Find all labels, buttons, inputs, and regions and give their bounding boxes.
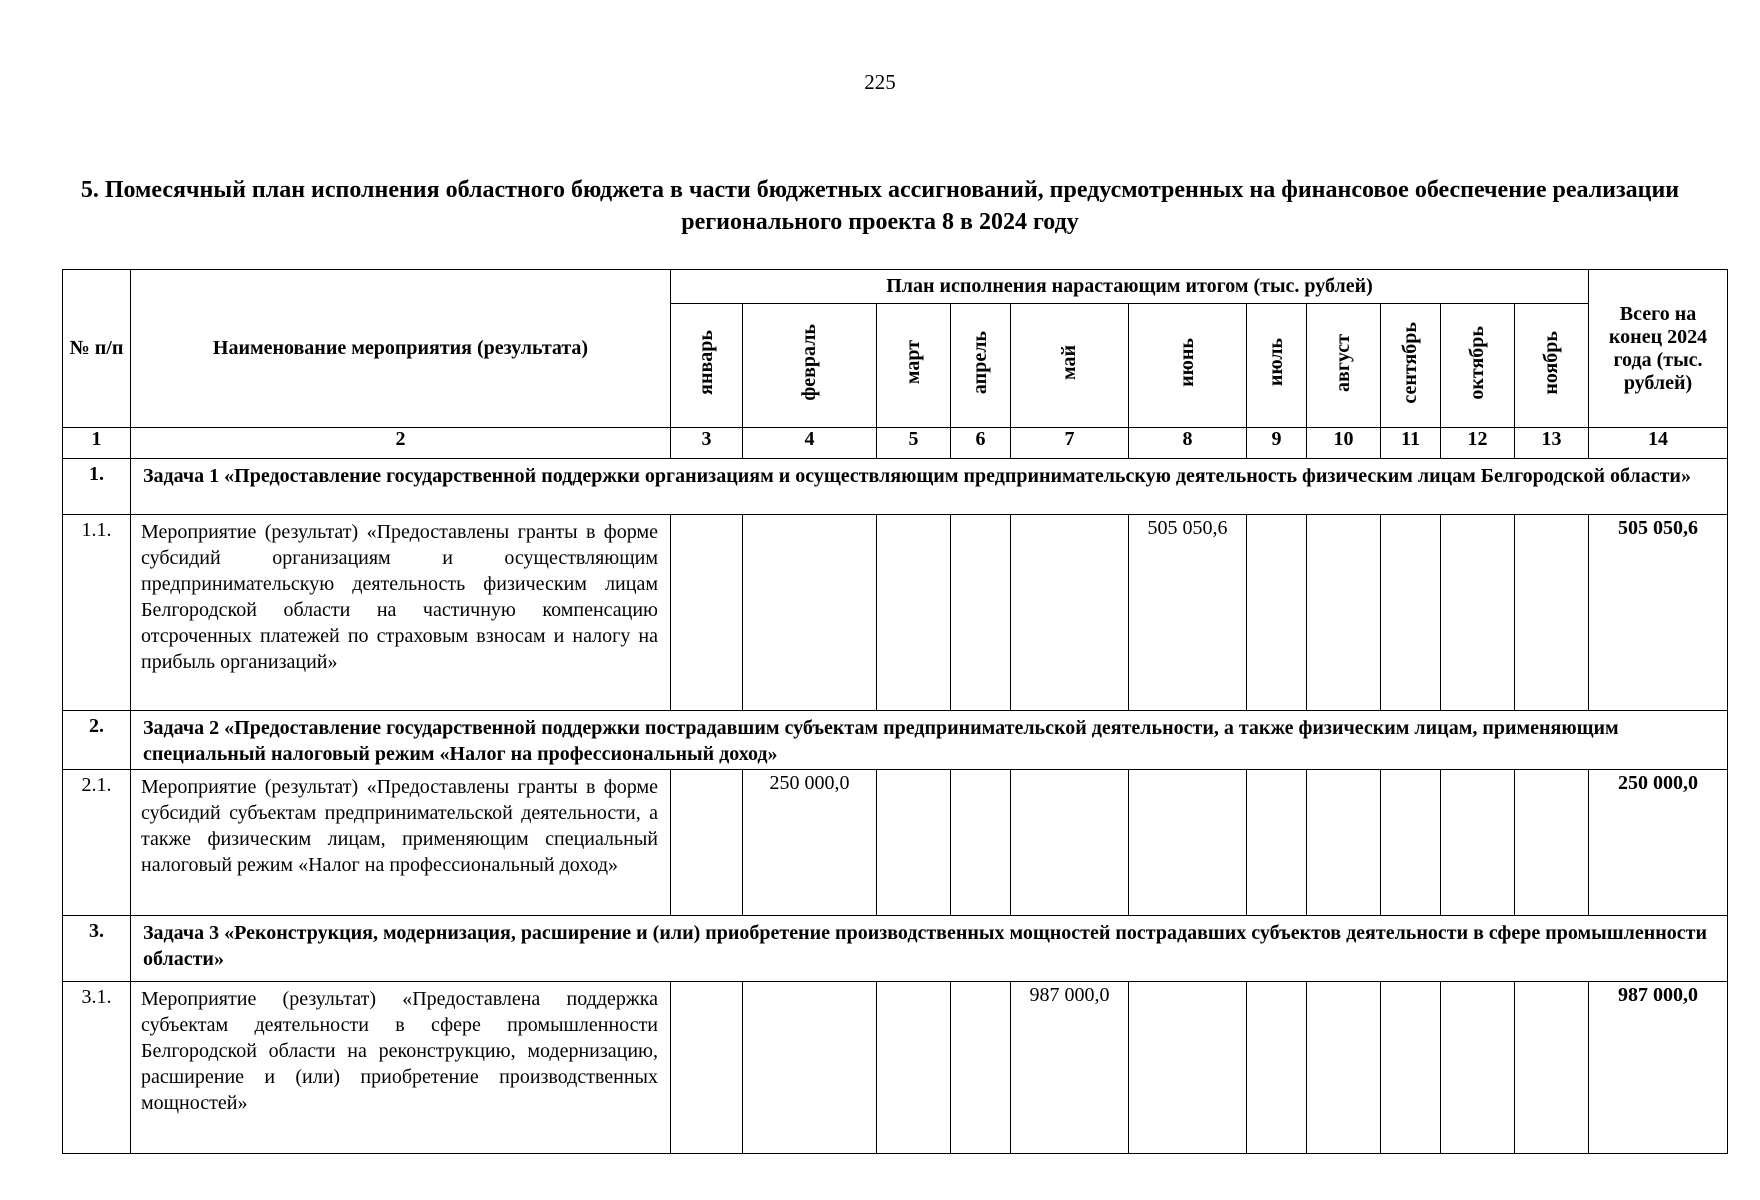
month-cell <box>877 770 951 916</box>
header-name: Наименование мероприятия (результата) <box>131 270 671 428</box>
month-cell <box>1011 770 1129 916</box>
header-month-sep: сентябрь <box>1381 304 1441 428</box>
month-cell <box>1381 982 1441 1154</box>
event-total: 250 000,0 <box>1589 770 1728 916</box>
column-number: 4 <box>743 428 877 459</box>
month-cell <box>877 515 951 711</box>
column-number: 13 <box>1515 428 1589 459</box>
column-number: 2 <box>131 428 671 459</box>
task-row <box>63 459 1728 515</box>
event-num: 3.1. <box>63 982 131 1154</box>
column-number: 8 <box>1129 428 1247 459</box>
page-number: 225 <box>864 70 896 94</box>
column-number: 5 <box>877 428 951 459</box>
month-cell <box>1011 515 1129 711</box>
event-num: 1.1. <box>63 515 131 711</box>
event-text: Мероприятие (результат) «Предоставлена поддержка субъектам деятельности в сфере промышленности Белгородской области на реконструкцию, модернизацию, расширение и (или) приобретение производственных мощностей» <box>131 982 671 1154</box>
event-text: Мероприятие (результат) «Предоставлены гранты в форме субсидий субъектам предпринимательской деятельности, а также физическим лицам, применяющим специальный налоговый режим «Налог на профессиональный доход» <box>131 770 671 916</box>
header-num: № п/п <box>63 270 131 428</box>
task-num: 3. <box>63 916 131 982</box>
event-row <box>63 515 1728 711</box>
header-month-jun: июнь <box>1129 304 1247 428</box>
column-number: 14 <box>1589 428 1728 459</box>
column-numbers-row <box>63 428 1728 459</box>
event-total: 505 050,6 <box>1589 515 1728 711</box>
month-cell <box>1129 982 1247 1154</box>
header-month-jul: июль <box>1247 304 1307 428</box>
month-cell <box>1247 770 1307 916</box>
budget-plan-table <box>62 269 1728 1154</box>
header-month-nov: ноябрь <box>1515 304 1589 428</box>
month-cell <box>877 982 951 1154</box>
header-month-apr: апрель <box>951 304 1011 428</box>
task-row <box>63 916 1728 982</box>
month-cell <box>1441 515 1515 711</box>
month-cell <box>1515 982 1589 1154</box>
month-cell <box>1515 770 1589 916</box>
month-cell <box>671 982 743 1154</box>
event-text: Мероприятие (результат) «Предоставлены гранты в форме субсидий организациям и осуществляющим предпринимательскую деятельность физическим лицам Белгородской области на частичную компенсацию отсроченных платежей по страховым взносам и налогу на прибыль организаций» <box>131 515 671 711</box>
task-text: Задача 3 «Реконструкция, модернизация, расширение и (или) приобретение производственных мощностей пострадавших субъектов деятельности в сфере промышленности области» <box>131 916 1728 982</box>
header-month-jan: январь <box>671 304 743 428</box>
month-cell <box>1247 982 1307 1154</box>
event-total: 987 000,0 <box>1589 982 1728 1154</box>
month-cell <box>1381 515 1441 711</box>
event-row <box>63 982 1728 1154</box>
event-row <box>63 770 1728 916</box>
column-number: 7 <box>1011 428 1129 459</box>
document-title: 5. Помесячный план исполнения областного бюджета в части бюджетных ассигнований, предусмотренных на финансовое обеспечение реализации регионального проекта 8 в 2024 году <box>80 177 1680 235</box>
column-number: 3 <box>671 428 743 459</box>
column-number: 12 <box>1441 428 1515 459</box>
month-cell <box>951 982 1011 1154</box>
month-cell <box>1247 515 1307 711</box>
month-cell <box>1381 770 1441 916</box>
month-cell <box>1441 982 1515 1154</box>
month-cell <box>951 515 1011 711</box>
month-cell <box>1307 770 1381 916</box>
month-cell <box>1307 515 1381 711</box>
header-total: Всего на конец 2024 года (тыс. рублей) <box>1589 270 1728 428</box>
header-month-may: май <box>1011 304 1129 428</box>
month-cell <box>1129 770 1247 916</box>
month-cell <box>743 515 877 711</box>
month-cell <box>1307 982 1381 1154</box>
task-text: Задача 1 «Предоставление государственной поддержки организациям и осуществляющим предпринимательскую деятельность физическим лицам Белгородской области» <box>131 459 1728 515</box>
month-value-february: 250 000,0 <box>743 770 877 916</box>
header-plan: План исполнения нарастающим итогом (тыс. рублей) <box>671 270 1589 304</box>
header-month-oct: октябрь <box>1441 304 1515 428</box>
month-cell <box>1515 515 1589 711</box>
month-cell <box>743 982 877 1154</box>
header-month-feb: февраль <box>743 304 877 428</box>
task-num: 1. <box>63 459 131 515</box>
month-value-may: 987 000,0 <box>1011 982 1129 1154</box>
column-number: 1 <box>63 428 131 459</box>
header-month-mar: март <box>877 304 951 428</box>
month-value-june: 505 050,6 <box>1129 515 1247 711</box>
month-cell <box>671 515 743 711</box>
event-num: 2.1. <box>63 770 131 916</box>
month-cell <box>1441 770 1515 916</box>
task-num: 2. <box>63 711 131 770</box>
column-number: 9 <box>1247 428 1307 459</box>
header-month-aug: август <box>1307 304 1381 428</box>
month-cell <box>951 770 1011 916</box>
task-text: Задача 2 «Предоставление государственной поддержки пострадавшим субъектам предпринимательской деятельности, а также физическим лицам, применяющим специальный налоговый режим «Налог на профессиональный доход» <box>131 711 1728 770</box>
column-number: 11 <box>1381 428 1441 459</box>
month-cell <box>671 770 743 916</box>
task-row <box>63 711 1728 770</box>
column-number: 6 <box>951 428 1011 459</box>
column-number: 10 <box>1307 428 1381 459</box>
